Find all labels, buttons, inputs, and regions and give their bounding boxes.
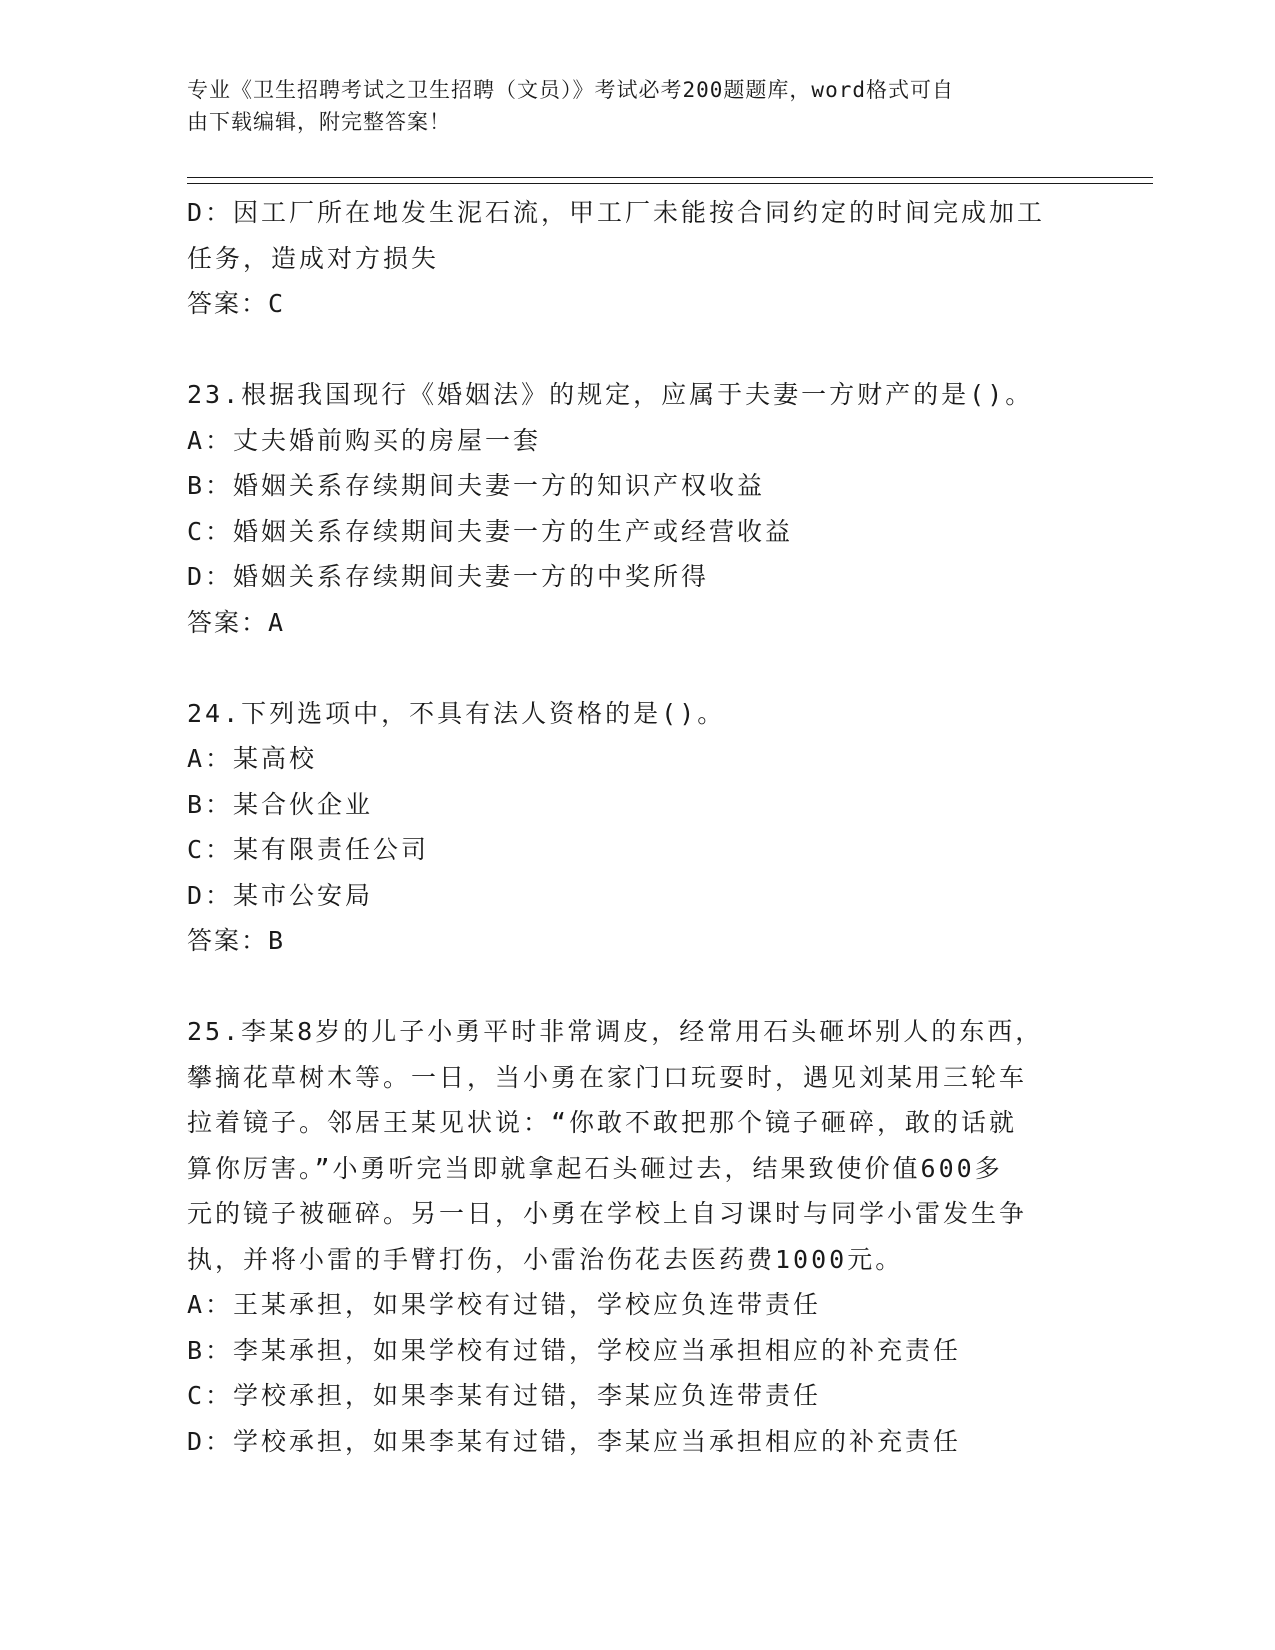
question-text-line-4: 算你厉害。”小勇听完当即就拿起石头砸过去，结果致使价值600多 [187,1153,1003,1183]
option-d: D：学校承担，如果李某有过错，李某应当承担相应的补充责任 [187,1426,962,1456]
option-d: D：婚姻关系存续期间夫妻一方的中奖所得 [187,562,710,591]
option-a: A：王某承担，如果学校有过错，学校应负连带责任 [187,1290,822,1319]
question-text-line-5: 元的镜子被砸碎。另一日，小勇在学校上自习课时与同学小雷发生争 [187,1199,1028,1228]
question-text-line-1: 25.李某8岁的儿子小勇平时非常调皮，经常用石头砸坏别人的东西， [187,1017,1044,1046]
question-23 [187,372,1067,645]
header-rule-top [187,177,1153,178]
question-text-line-2: 攀摘花草树木等。一日，当小勇在家门口玩耍时，遇见刘某用三轮车 [187,1062,1028,1092]
option-c: C：婚姻关系存续期间夫妻一方的生产或经营收益 [187,516,794,546]
question-24 [187,691,1067,964]
answer-line [187,281,1067,327]
option-d: D：某市公安局 [187,880,374,910]
header-rule-bottom [187,183,1153,184]
answer-line [187,918,1067,964]
option-c: C：某有限责任公司 [187,835,430,864]
spacer [187,327,1067,373]
document-body [187,190,1067,1464]
option-a: A：某高校 [187,744,318,773]
option-b: B：婚姻关系存续期间夫妻一方的知识产权收益 [187,471,766,500]
carryover-block [187,190,1067,327]
answer-label: 答案： [187,289,269,318]
option-d-line-2: 任务，造成对方损失 [187,243,440,273]
spacer [187,964,1067,1010]
spacer [187,645,1067,691]
answer-label: 答案： [187,926,269,955]
question-text: 24.下列选项中，不具有法人资格的是()。 [187,698,726,728]
document-header [187,74,1067,138]
option-b: B：某合伙企业 [187,789,374,819]
header-line-2: 由下载编辑，附完整答案！ [187,110,451,134]
answer-line [187,600,1067,646]
option-a: A：丈夫婚前购买的房屋一套 [187,425,542,455]
question-text: 23.根据我国现行《婚姻法》的规定，应属于夫妻一方财产的是()。 [187,380,1034,409]
answer-label: 答案： [187,607,269,637]
answer-value: A [268,607,286,637]
question-text-line-3: 拉着镜子。邻居王某见状说：“你敢不敢把那个镜子砸碎，敢的话就 [187,1108,1018,1137]
answer-value: C [268,289,286,318]
option-b: B：李某承担，如果学校有过错，学校应当承担相应的补充责任 [187,1335,962,1365]
option-d-line-1: D：因工厂所在地发生泥石流，甲工厂未能按合同约定的时间完成加工 [187,198,1046,227]
question-text-line-6: 执，并将小雷的手臂打伤，小雷治伤花去医药费1000元。 [187,1244,904,1274]
question-25 [187,1009,1067,1464]
header-line-1: 专业《卫生招聘考试之卫生招聘（文员）》考试必考200题题库，word格式可自 [187,78,954,102]
option-c: C：学校承担，如果李某有过错，李某应负连带责任 [187,1381,822,1410]
answer-value: B [268,926,286,955]
